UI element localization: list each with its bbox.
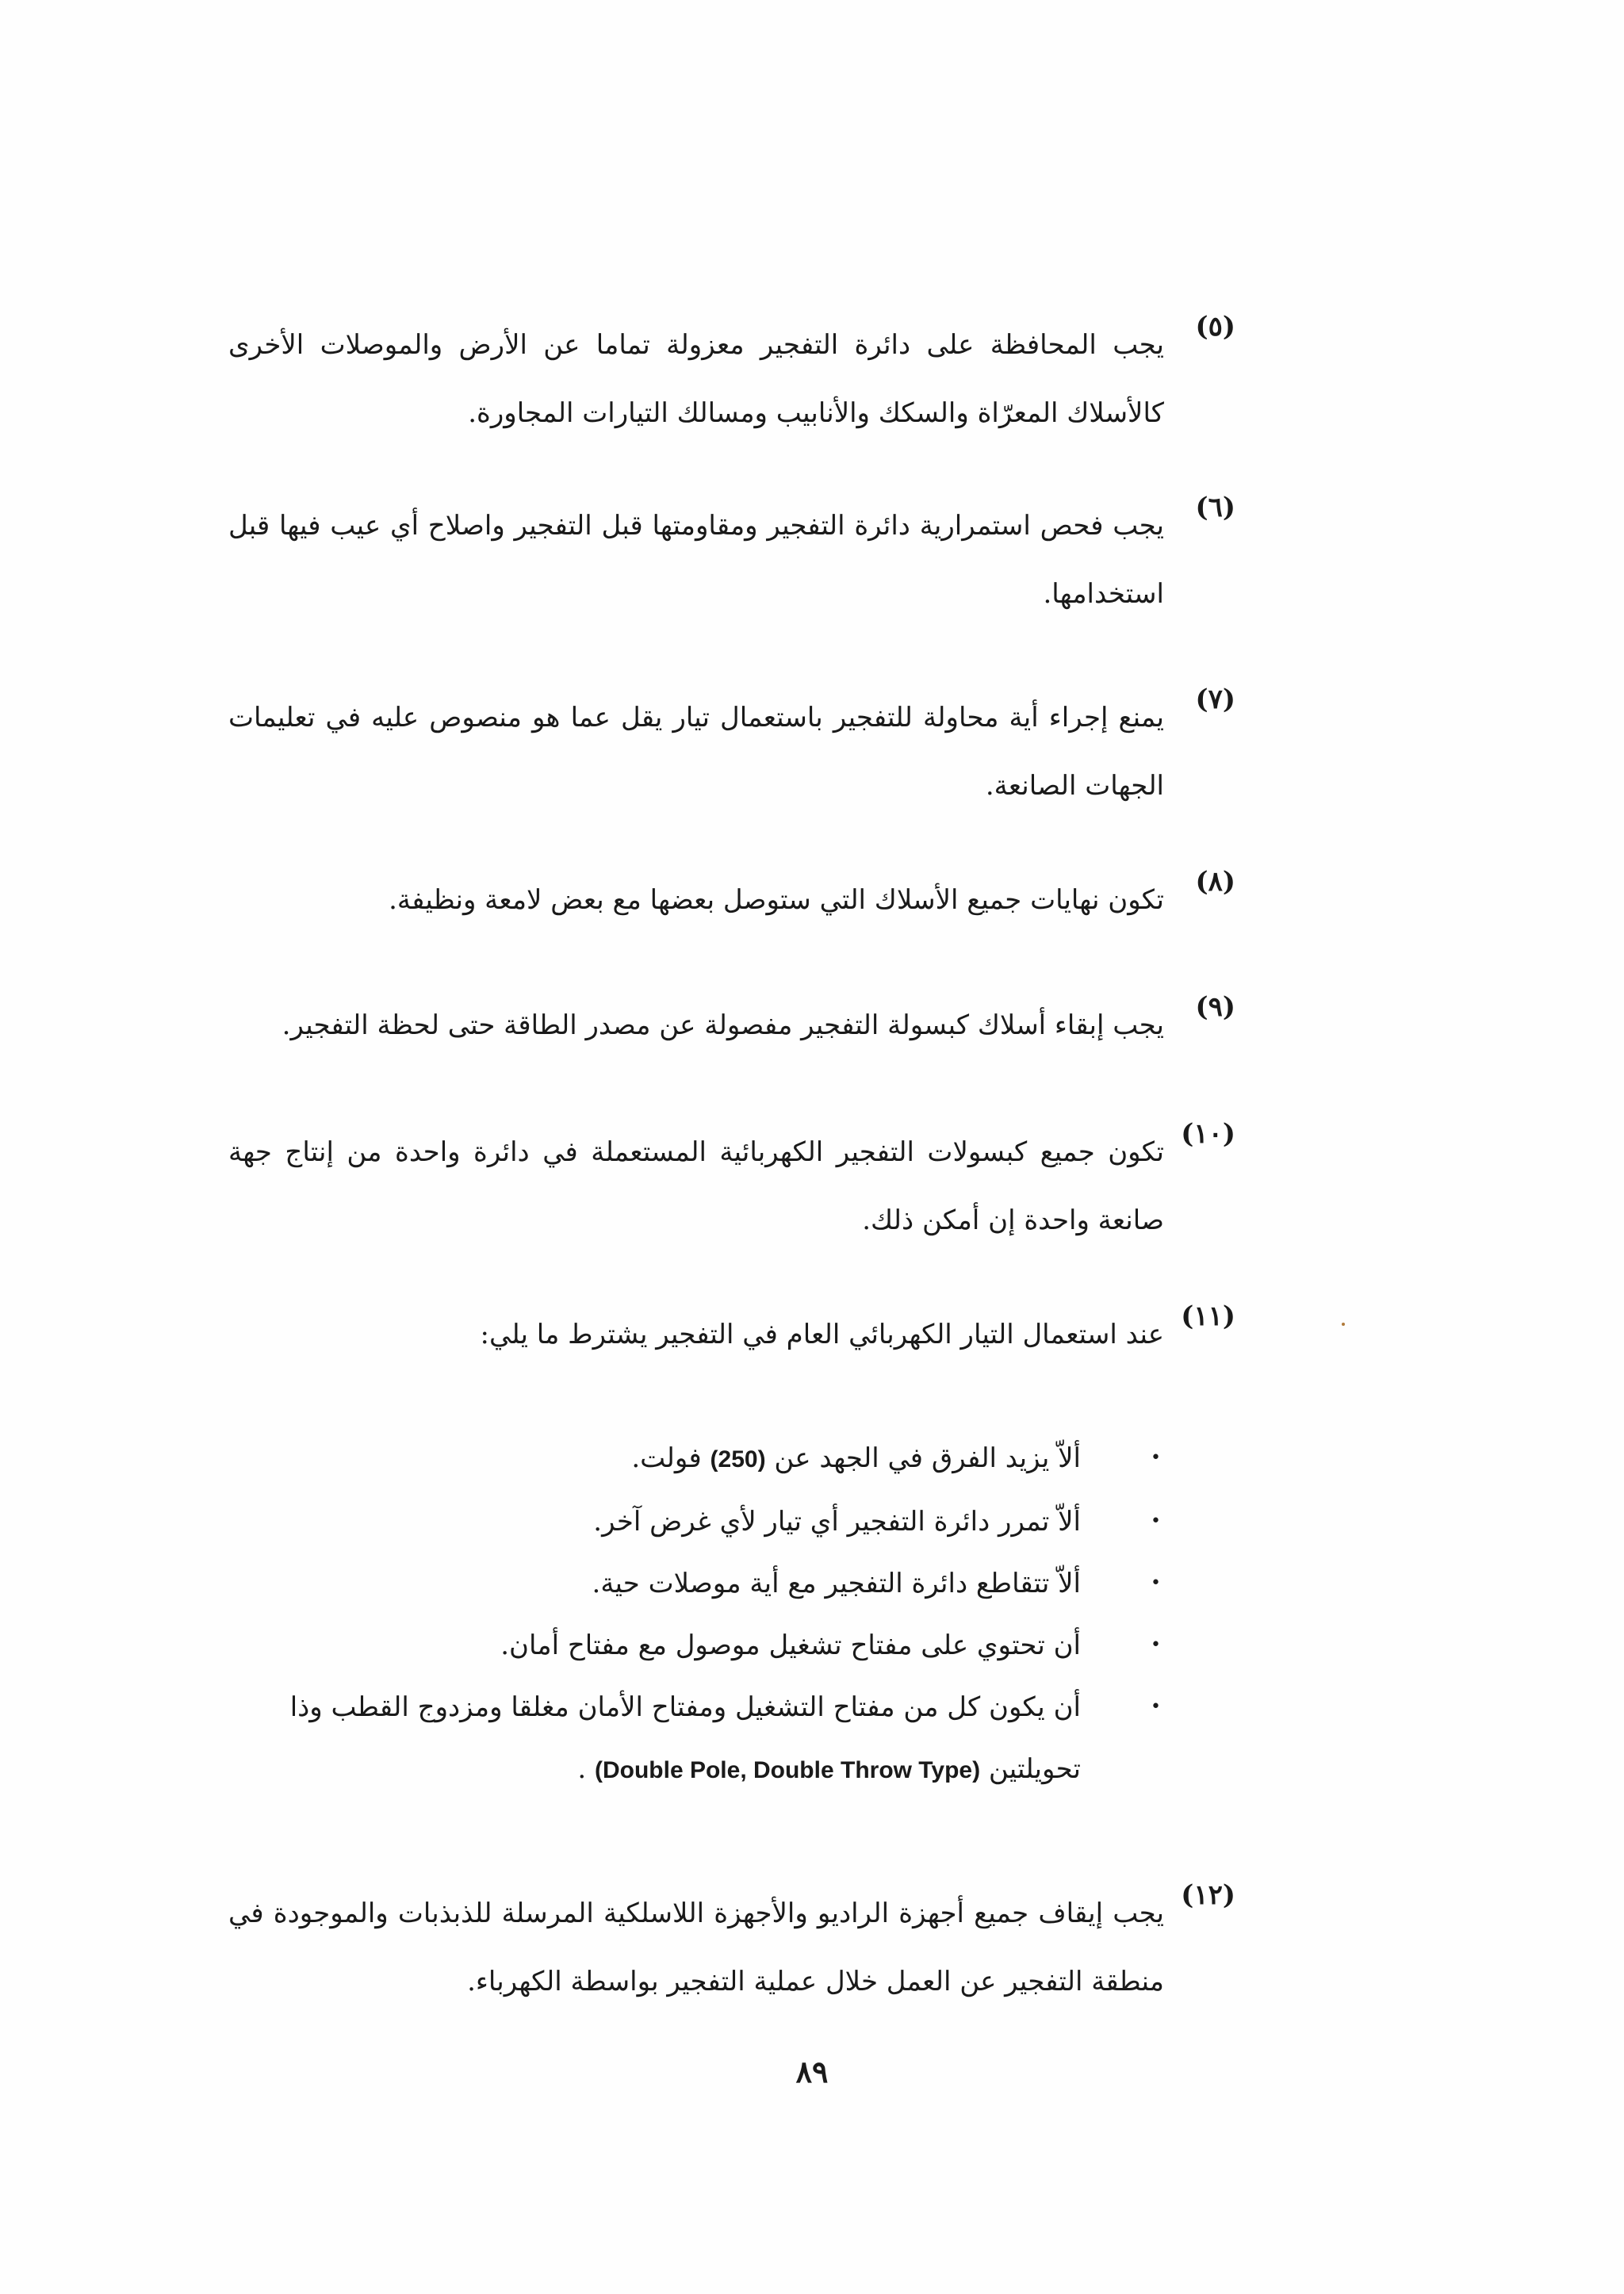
bullet-icon: • (1151, 1635, 1161, 1655)
item-number: (٩) (1195, 991, 1235, 1023)
bullet-text: أن يكون كل من مفتاح التشغيل ومفتاح الأمان مغلقا ومزدوج القطب وذا تحويلتين (289, 1691, 1081, 1785)
item-number: (٥) (1195, 311, 1235, 343)
bullet-item (228, 1676, 1164, 1802)
bullet-text-after: فولت. (631, 1442, 710, 1474)
item-text: تكون نهايات جميع الأسلاك التي ستوصل بعضها مع بعض لامعة ونظيفة. (389, 884, 1164, 916)
condition-bullet-list (228, 1427, 1164, 1802)
item-number: (١١) (1181, 1300, 1235, 1332)
item-number: (٦) (1195, 492, 1235, 523)
bullet-latin-text: (250) (710, 1446, 766, 1473)
bullet-text: أن تحتوي على مفتاح تشغيل موصول مع مفتاح أمان. (500, 1630, 1081, 1661)
bullet-text: ألاّ تتقاطع دائرة التفجير مع أية موصلات حية. (592, 1568, 1081, 1599)
bullet-text: ألاّ يزيد الفرق في الجهد عن (765, 1442, 1081, 1474)
item-number: (٨) (1195, 866, 1235, 898)
item-text: يجب فحص استمرارية دائرة التفجير ومقاومتها قبل التفجير واصلاح أي عيب فيها قبل استخدامها. (228, 510, 1164, 610)
item-number: (٧) (1195, 684, 1235, 715)
bullet-text-after: . (577, 1753, 595, 1785)
bullet-item (228, 1491, 1164, 1553)
bullet-icon: • (1151, 1448, 1161, 1468)
item-text: يجب إيقاف جميع أجهزة الراديو والأجهزة اللاسلكية المرسلة للذبذبات والموجودة في منطقة التفجير عن العمل خلال عملية التفجير بواسطة الكهرباء. (228, 1898, 1164, 1997)
page-number: ٨٩ (795, 2054, 829, 2089)
item-text: يمنع إجراء أية محاولة للتفجير باستعمال تيار يقل عما هو منصوص عليه في تعليمات الجهات الصانعة. (228, 702, 1164, 802)
bullet-icon: • (1151, 1511, 1161, 1531)
bullet-item (228, 1427, 1164, 1491)
item-number: (١٢) (1181, 1879, 1235, 1911)
bullet-text: ألاّ تمرر دائرة التفجير أي تيار لأي غرض آخر. (593, 1506, 1081, 1538)
bullet-item (228, 1553, 1164, 1614)
item-number: (١٠) (1181, 1118, 1235, 1150)
bullet-icon: • (1151, 1697, 1161, 1717)
item-text: تكون جميع كبسولات التفجير الكهربائية المستعملة في دائرة واحدة من إنتاج جهة صانعة واحدة إن أمكن ذلك. (228, 1136, 1164, 1236)
bullet-item (228, 1614, 1164, 1676)
item-text: عند استعمال التيار الكهربائي العام في التفجير يشترط ما يلي: (480, 1319, 1164, 1350)
item-text: يجب إبقاء أسلاك كبسولة التفجير مفصولة عن مصدر الطاقة حتى لحظة التفجير. (282, 1009, 1164, 1041)
scan-speck (1342, 1323, 1345, 1326)
bullet-latin-text: (Double Pole, Double Throw Type) (594, 1757, 981, 1783)
item-text: يجب المحافظة على دائرة التفجير معزولة تماما عن الأرض والموصلات الأخرى كالأسلاك المعرّاة والسكك والأنابيب ومسالك التيارات المجاورة. (228, 329, 1164, 429)
bullet-icon: • (1151, 1573, 1161, 1593)
